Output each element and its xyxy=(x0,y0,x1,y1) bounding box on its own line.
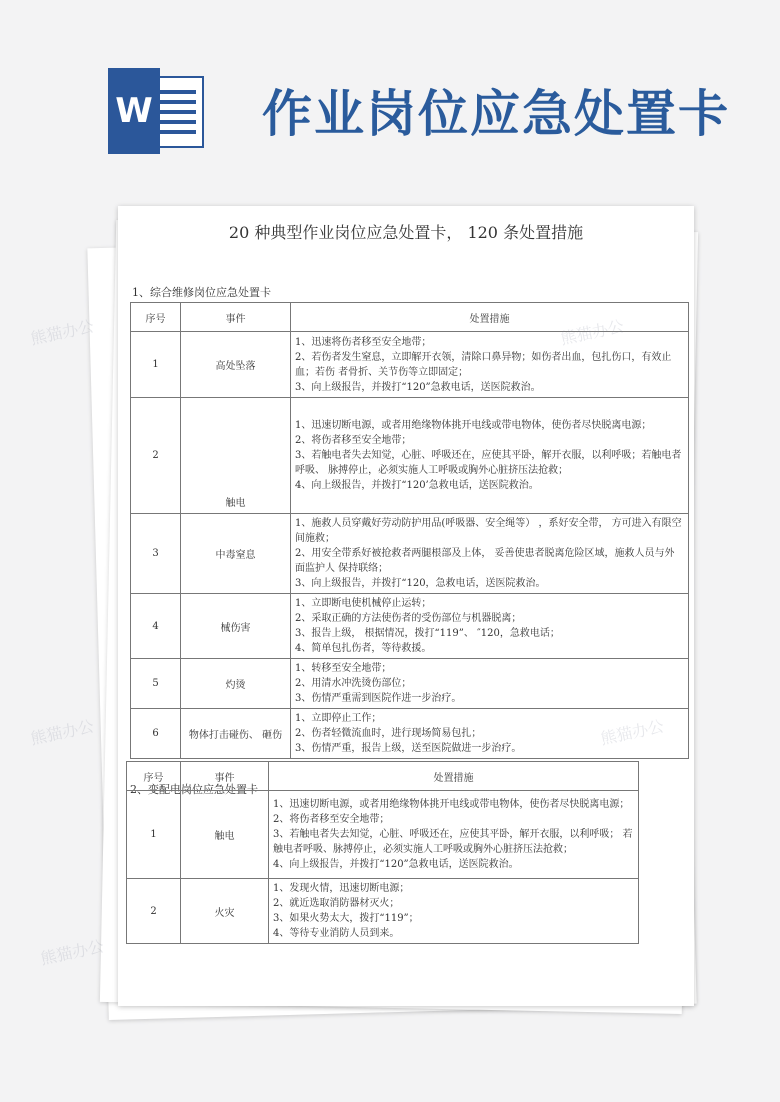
measure-item: 3、向上级报告，并拨打“120，急救电话，送医院救治。 xyxy=(295,578,546,589)
row-measures xyxy=(291,659,689,709)
watermark: 熊猫办公 xyxy=(28,716,96,749)
header-measures: 处置措施 xyxy=(269,762,639,791)
table-row xyxy=(131,594,689,659)
measure-item: 1、施救人员穿戴好劳动防护用品(呼吸器、安全绳等） ，系好安全带， 方可进入有限空间施救； xyxy=(295,518,682,544)
row-number: 2 xyxy=(127,879,181,944)
row-measures xyxy=(291,332,689,398)
row-number: 5 xyxy=(131,659,181,709)
document-page xyxy=(118,206,694,1006)
measure-item: 2、伤者轻微流血时，进行现场简易包扎； xyxy=(295,728,482,739)
section2-table xyxy=(126,761,639,944)
table-row xyxy=(127,791,639,879)
row-measures xyxy=(269,879,639,944)
table-row xyxy=(131,709,689,759)
measure-item: 2、用安全带系好被抢救者两腿根部及上体， 妥善使患者脱离危险区域，施救人员与外面监护人 保持联络； xyxy=(295,548,675,574)
row-event: 高处坠落 xyxy=(181,332,291,398)
row-measures xyxy=(291,514,689,594)
row-event: 物体打击碰伤、 砸伤 xyxy=(181,709,291,759)
watermark: 熊猫办公 xyxy=(28,316,96,349)
measure-item: 1、迅速切断电源，或者用绝缘物体挑开电线或带电物体，使伤者尽快脱离电源； xyxy=(273,799,630,810)
measure-item: 3、伤情严重，报告上级，送至医院做进一步治疗。 xyxy=(295,743,522,754)
banner-title: 作业岗位应急处置卡 xyxy=(262,85,730,143)
header-measures: 处置措施 xyxy=(291,303,689,332)
row-number: 1 xyxy=(127,791,181,879)
row-measures xyxy=(291,594,689,659)
section2-heading: 2、变配电岗位应急处置卡 xyxy=(130,783,258,796)
measure-item: 4、向上级报告，并拨打“120’急救电话，送医院救治。 xyxy=(295,480,539,491)
measure-item: 2、将伤者移至安全地带； xyxy=(295,435,412,446)
word-icon xyxy=(108,68,206,154)
section1-heading: 1、综合维修岗位应急处置卡 xyxy=(132,286,271,299)
measure-item: 3、向上级报告，并拨打“120”急救电话，送医院救治。 xyxy=(295,381,541,393)
measure-item: 4、向上级报告，并拨打“120”急救电话，送医院救治。 xyxy=(273,859,519,870)
measure-item: 1、立即断电使机械停止运转； xyxy=(295,598,432,609)
table-row xyxy=(127,879,639,944)
measure-item: 2、就近选取消防器材灭火； xyxy=(273,898,400,909)
row-event: 灼烫 xyxy=(181,659,291,709)
measure-item: 2、采取正确的方法使伤者的受伤部位与机器脱离； xyxy=(295,613,522,624)
document-title: 20 种典型作业岗位应急处置卡， 120 条处置措施 xyxy=(228,223,584,242)
measure-item: 2、若伤者发生窒息，立即解开衣领，清除口鼻异物；如伤者出血，包扎伤口，有效止血；若伤 者骨折、关节伤等立即固定； xyxy=(295,351,672,378)
measure-item: 1、发现火情，迅速切断电源； xyxy=(273,883,410,894)
header-event: 事件 xyxy=(181,303,291,332)
row-event: 中毒窒息 xyxy=(181,514,291,594)
table-row xyxy=(131,332,689,398)
row-number: 6 xyxy=(131,709,181,759)
measure-item: 3、伤情严重需到医院作进一步治疗。 xyxy=(295,693,462,704)
row-measures xyxy=(269,791,639,879)
measure-item: 3、报告上级， 根据情况，拨打“119”、 ″120，急救电话； xyxy=(295,628,560,639)
measure-item: 1、迅速将伤者移至安全地带； xyxy=(295,336,432,348)
measure-item: 2、将伤者移至安全地带； xyxy=(273,814,390,825)
row-number: 1 xyxy=(131,332,181,398)
header-no: 序号 xyxy=(131,303,181,332)
measure-item: 4、简单包扎伤者，等待救援。 xyxy=(295,643,432,654)
row-event: 火灾 xyxy=(181,879,269,944)
measure-item: 1、迅速切断电源，或者用绝缘物体挑开电线或带电物体，使伤者尽快脱离电源； xyxy=(295,420,652,431)
watermark: 熊猫办公 xyxy=(38,936,106,969)
measure-item: 3、若触电者失去知觉，心脏、呼吸还在，应使其平卧，解开衣服，以利呼吸；若触电者呼吸、 脉搏停止，必须实施人工呼吸或胸外心脏挤压法抢救； xyxy=(295,450,682,476)
row-event: 触电 xyxy=(181,791,269,879)
measure-item: 1、立即停止工作； xyxy=(295,713,382,724)
banner xyxy=(0,0,780,200)
measure-item: 2、用清水冲洗烫伤部位； xyxy=(295,678,412,689)
table-row xyxy=(131,514,689,594)
row-event: 触电 xyxy=(181,398,291,514)
table-row xyxy=(131,398,689,514)
row-number: 2 xyxy=(131,398,181,514)
row-number: 3 xyxy=(131,514,181,594)
row-measures xyxy=(291,709,689,759)
header-no: 序号 xyxy=(127,762,181,791)
table-row xyxy=(131,659,689,709)
word-logo-letter: W xyxy=(108,68,160,154)
measure-item: 4、等待专业消防人员到来。 xyxy=(273,928,400,939)
measure-item: 3、若触电者失去知觉，心脏、呼吸还在，应使其平卧，解开衣服，以利呼吸； 若触电者呼吸、脉搏停止，必须实施人工呼吸或胸外心脏挤压法抢救； xyxy=(273,829,633,855)
row-number: 4 xyxy=(131,594,181,659)
row-event: 械伤害 xyxy=(181,594,291,659)
row-measures xyxy=(291,398,689,514)
measure-item: 3、如果火势太大，拨打“119”； xyxy=(273,913,419,924)
measure-item: 1、转移至安全地带； xyxy=(295,663,392,674)
section1-table xyxy=(130,302,689,759)
header-event: 事件 xyxy=(181,762,269,791)
